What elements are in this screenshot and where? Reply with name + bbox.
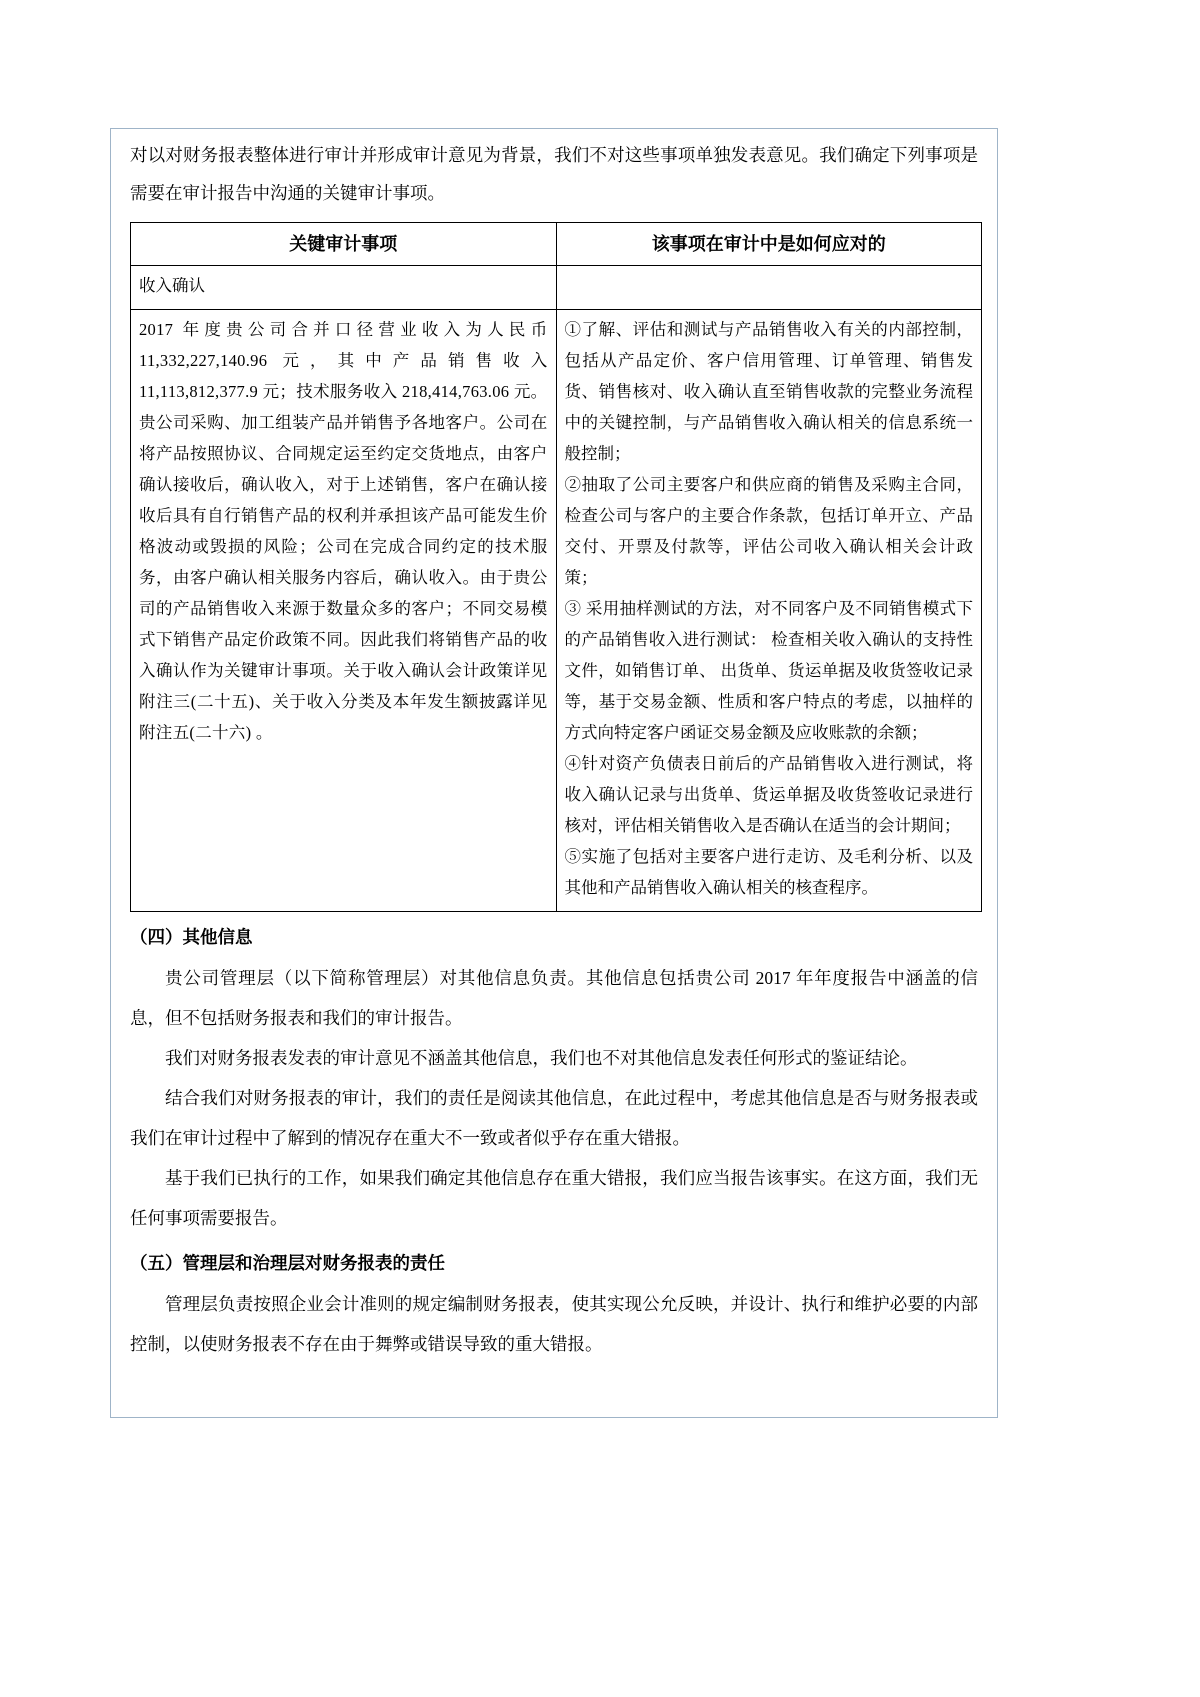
table-header-key-audit-matter: 关键审计事项 (131, 223, 557, 266)
table-cell-audit-response (556, 310, 982, 912)
section-five-paragraph-1: 管理层负责按照企业会计准则的规定编制财务报表，使其实现公允反映，并设计、执行和维护必要的内部控制，以使财务报表不存在由于舞弊或错误导致的重大错报。 (130, 1294, 978, 1354)
table-row (131, 310, 982, 912)
table-subheading-row (131, 266, 982, 310)
section-four-paragraph-3: 结合我们对财务报表的审计，我们的责任是阅读其他信息，在此过程中，考虑其他信息是否与财务报表或我们在审计过程中了解到的情况存在重大不一致或者似乎存在重大错报。 (130, 1088, 978, 1148)
audit-response-item-1: ①了解、评估和测试与产品销售收入有关的内部控制，包括从产品定价、客户信用管理、订单管理、销售发货、销售核对、收入确认直至销售收款的完整业务流程中的关键控制，与产品销售收入确认相关的信息系统一般控制； (564, 320, 973, 463)
section-four-paragraph-4: 基于我们已执行的工作，如果我们确定其他信息存在重大错报，我们应当报告该事实。在这方面，我们无任何事项需要报告。 (130, 1168, 978, 1228)
section-five-heading: （五）管理层和治理层对财务报表的责任 (130, 1254, 445, 1274)
section-four-paragraph-2: 我们对财务报表发表的审计意见不涵盖其他信息，我们也不对其他信息发表任何形式的鉴证结论。 (165, 1048, 918, 1068)
document-content (118, 136, 990, 1364)
table-header-audit-response: 该事项在审计中是如何应对的 (556, 223, 982, 266)
section-five (130, 1244, 978, 1364)
intro-paragraph: 对以对财务报表整体进行审计并形成审计意见为背景，我们不对这些事项单独发表意见。我们确定下列事项是需要在审计报告中沟通的关键审计事项。 (130, 145, 978, 203)
table-cell-key-audit-matter: 2017 年度贵公司合并口径营业收入为人民币 11,332,227,140.96 元，其中产品销售收入 11,113,812,377.9 元；技术服务收入 218,414,763.06 元。贵公司采购、加工组装产品并销售予各地客户。公司在将产品按照协议、合同规定运至约定交货地点，由客户确认接收后，确认收入，对于上述销售，客户在确认接收后具有自行销售产品的权利并承担该产品可能发生价格波动或毁损的风险；公司在完成合同约定的技术服务，由客户确认相关服务内容后，确认收入。由于贵公司的产品销售收入来源于数量众多的客户；不同交易模式下销售产品定价政策不同。因此我们将销售产品的收入确认作为关键审计事项。关于收入确认会计政策详见附注三(二十五)、关于收入分类及本年发生额披露详见附注五(二十六) 。 (131, 310, 557, 912)
audit-response-item-5: ⑤实施了包括对主要客户进行走访、及毛利分析、以及其他和产品销售收入确认相关的核查程序。 (564, 847, 973, 897)
audit-response-item-4: ④针对资产负债表日前后的产品销售收入进行测试，将收入确认记录与出货单、货运单据及收货签收记录进行核对，评估相关销售收入是否确认在适当的会计期间； (564, 754, 973, 835)
table-subheading-empty (556, 266, 982, 310)
table-header-row (131, 223, 982, 266)
audit-response-item-2: ②抽取了公司主要客户和供应商的销售及采购主合同，检查公司与客户的主要合作条款，包括订单开立、产品交付、开票及付款等，评估公司收入确认相关会计政策； (564, 475, 973, 587)
section-four (130, 918, 978, 1238)
section-four-heading: （四）其他信息 (130, 928, 253, 948)
table-subheading-revenue-recognition: 收入确认 (131, 266, 557, 310)
key-audit-matters-table (130, 222, 982, 912)
audit-response-item-3: ③ 采用抽样测试的方法，对不同客户及不同销售模式下的产品销售收入进行测试： 检查相关收入确认的支持性文件，如销售订单、 出货单、货运单据及收货签收记录等，基于交易金额、性质和客户特点的考虑，以抽样的方式向特定客户函证交易金额及应收账款的余额； (564, 599, 973, 742)
section-four-paragraph-1: 贵公司管理层（以下简称管理层）对其他信息负责。其他信息包括贵公司 2017 年年度报告中涵盖的信息，但不包括财务报表和我们的审计报告。 (130, 968, 978, 1028)
